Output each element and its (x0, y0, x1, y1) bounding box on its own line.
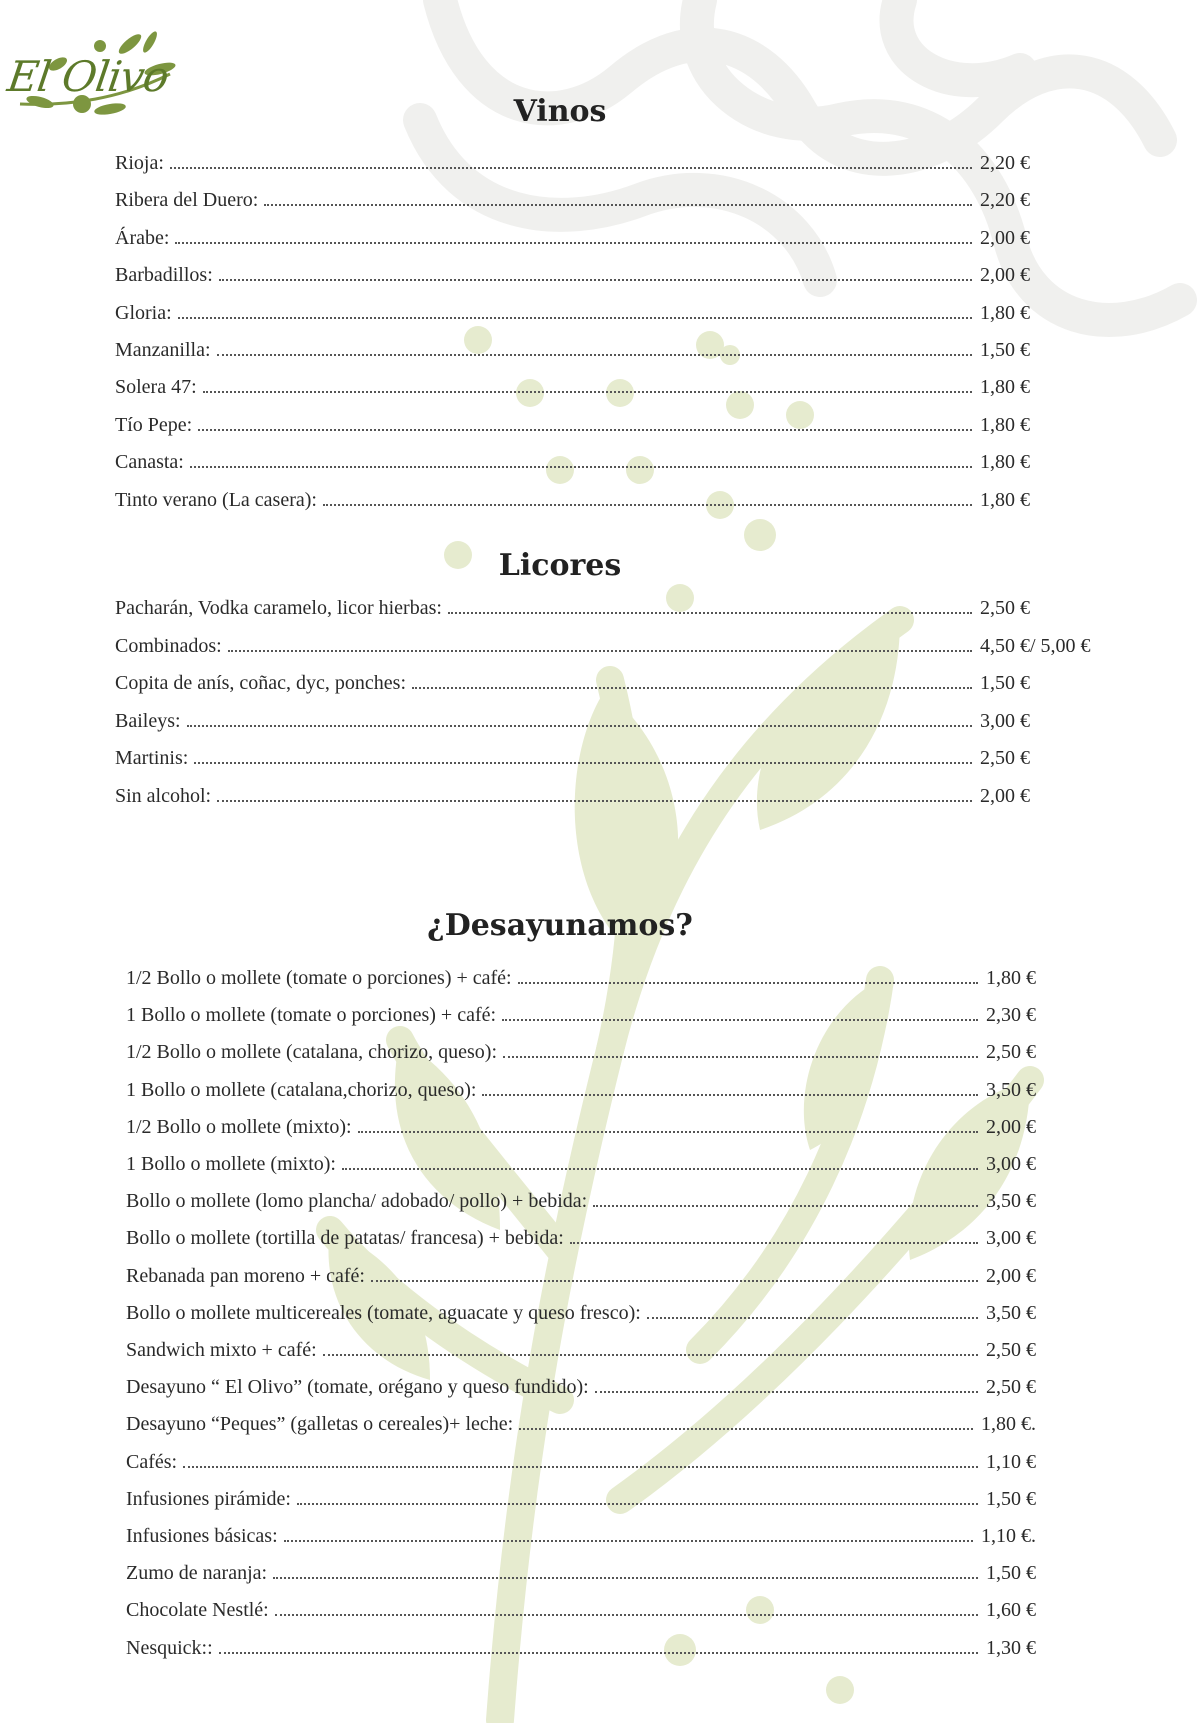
menu-item-price: 2,50 € (986, 1376, 1036, 1399)
menu-item-price: 2,00 € (980, 226, 1030, 249)
dotted-leader (412, 687, 972, 689)
menu-item (126, 1339, 1036, 1365)
dotted-leader (647, 1317, 978, 1319)
menu-item-price: 1,50 € (986, 1562, 1036, 1585)
menu-item-price: 3,00 € (986, 1153, 1036, 1175)
dotted-leader (190, 466, 972, 468)
menu-item-price: 2,30 € (986, 1004, 1036, 1027)
menu-item-name: Combinados: (115, 634, 222, 657)
menu-item-name: Sandwich mixto + café: (126, 1339, 317, 1361)
menu-item-name: 1 Bollo o mollete (mixto): (126, 1153, 336, 1175)
menu-item-price: 1,80 €. (981, 1413, 1036, 1436)
menu-item-name: Infusiones pirámide: (126, 1487, 291, 1510)
menu-item (126, 1599, 1036, 1625)
menu-item (126, 1265, 1036, 1291)
dotted-leader (502, 1019, 978, 1021)
menu-item-name: Chocolate Nestlé: (126, 1599, 269, 1622)
menu-item (115, 747, 1100, 773)
dotted-leader (519, 1428, 973, 1430)
dotted-leader (518, 982, 978, 984)
menu-item-price: 2,20 € (980, 189, 1030, 212)
menu-item (126, 1116, 1036, 1142)
section-title-licores: Licores (498, 548, 622, 583)
menu-item (115, 672, 1100, 698)
menu-item-name: Tío Pepe: (115, 413, 193, 436)
menu-item-price: 2,50 € (980, 747, 1030, 770)
menu-item-name: Tinto verano (La casera): (115, 488, 317, 511)
menu-item-name: Martinis: (115, 747, 189, 770)
menu-item-price: 1,10 € (986, 1450, 1036, 1473)
menu-item-name: Gloria: (115, 301, 172, 324)
menu-item-price: 1,80 € (980, 413, 1030, 436)
menu-item-name: 1/2 Bollo o mollete (catalana, chorizo, queso): (126, 1041, 497, 1064)
menu-item-price: 1,30 € (986, 1636, 1036, 1659)
menu-item-name: Bollo o mollete (tortilla de patatas/ francesa) + bebida: (126, 1227, 564, 1250)
menu-item (115, 635, 1100, 661)
menu-item-price: 1,60 € (986, 1599, 1036, 1622)
menu-item (115, 152, 1030, 178)
menu-item-price: 3,50 € (986, 1190, 1036, 1213)
menu-item (126, 1451, 1036, 1477)
menu-item (126, 1079, 1036, 1105)
dotted-leader (187, 725, 972, 727)
menu-item-name: Solera 47: (115, 376, 197, 399)
dotted-leader (342, 1168, 978, 1170)
menu-item (115, 264, 1030, 290)
menu-item-name: Bollo o mollete multicereales (tomate, aguacate y queso fresco): (126, 1301, 641, 1324)
menu-item-price: 4,50 €/ 5,00 € (980, 634, 1091, 657)
menu-item-name: 1/2 Bollo o mollete (mixto): (126, 1115, 352, 1138)
dotted-leader (448, 612, 972, 614)
menu-item-name: Sin alcohol: (115, 785, 212, 807)
menu-item-name: Desayuno “Peques” (galletas o cereales)+ leche: (126, 1413, 514, 1436)
menu-item (115, 414, 1030, 440)
dotted-leader (175, 242, 972, 244)
menu-item-name: Nesquick:: (126, 1636, 213, 1659)
dotted-leader (203, 391, 972, 393)
menu-item-price: 2,50 € (980, 597, 1030, 619)
section-title-vinos: Vinos (513, 94, 607, 129)
menu-item-name: Cafés: (126, 1450, 178, 1473)
menu-item-name: Canasta: (115, 451, 184, 474)
menu-item-name: Bollo o mollete (lomo plancha/ adobado/ pollo) + bebida: (126, 1190, 588, 1213)
menu-item (126, 1153, 1036, 1179)
menu-item-name: Rebanada pan moreno + café: (126, 1264, 365, 1287)
dotted-leader (593, 1205, 978, 1207)
menu-item (115, 227, 1030, 253)
dotted-leader (183, 1466, 978, 1468)
dotted-leader (198, 429, 972, 431)
dotted-leader (570, 1242, 978, 1244)
menu-item-price: 2,20 € (980, 152, 1030, 174)
menu-item (126, 1302, 1036, 1328)
menu-item-price: 2,50 € (986, 1041, 1036, 1064)
dotted-leader (194, 762, 972, 764)
dotted-leader (170, 167, 972, 169)
menu-item-price: 1,80 € (980, 488, 1030, 511)
menu-item (126, 1525, 1036, 1551)
menu-item-price: 3,50 € (986, 1301, 1036, 1324)
menu-item-name: Zumo de naranja: (126, 1562, 268, 1585)
dotted-leader (323, 504, 972, 506)
menu-item-name: Copita de anís, coñac, dyc, ponches: (115, 672, 407, 695)
menu-item-name: Pacharán, Vodka caramelo, licor hierbas: (115, 597, 442, 619)
menu-item-name: 1 Bollo o mollete (catalana,chorizo, queso): (126, 1078, 477, 1101)
dotted-leader (482, 1094, 978, 1096)
menu-item (126, 1413, 1036, 1439)
menu-item-price: 1,80 € (980, 451, 1030, 474)
menu-item-price: 1,10 €. (981, 1525, 1036, 1547)
dotted-leader (371, 1280, 978, 1282)
menu-item (126, 1488, 1036, 1514)
section-title-desayunos: ¿Desayunamos? (427, 908, 693, 943)
dotted-leader (228, 650, 972, 652)
menu-item (115, 597, 1100, 623)
menu-item-price: 1,80 € (980, 301, 1030, 324)
menu-item-name: Infusiones básicas: (126, 1525, 278, 1547)
menu-item-name: Ribera del Duero: (115, 189, 259, 212)
menu-item-price: 3,00 € (986, 1227, 1036, 1250)
menu-item-name: Árabe: (115, 226, 170, 249)
dotted-leader (358, 1131, 978, 1133)
menu-item (115, 376, 1030, 402)
menu-item (126, 1041, 1036, 1067)
menu-item-price: 2,50 € (986, 1339, 1036, 1361)
dotted-leader (219, 279, 972, 281)
dotted-leader (178, 317, 972, 319)
dotted-leader (595, 1391, 978, 1393)
menu-item (115, 785, 1100, 811)
menu-item (126, 1562, 1036, 1588)
menu-item (126, 1227, 1036, 1253)
menu-item (126, 1637, 1036, 1663)
dotted-leader (297, 1503, 978, 1505)
menu-item-price: 1,80 € (980, 376, 1030, 399)
dotted-leader (264, 204, 972, 206)
menu-item-price: 2,00 € (986, 1115, 1036, 1138)
menu-item (115, 302, 1030, 328)
menu-item-name: 1 Bollo o mollete (tomate o porciones) + café: (126, 1004, 497, 1027)
menu-item (115, 451, 1030, 477)
dotted-leader (217, 354, 972, 356)
dotted-leader (275, 1614, 978, 1616)
menu-item-price: 2,00 € (986, 1264, 1036, 1287)
menu-item-price: 3,00 € (980, 709, 1030, 732)
menu-item (115, 189, 1030, 215)
menu-item (126, 1376, 1036, 1402)
menu-item (126, 1004, 1036, 1030)
dotted-leader (323, 1354, 978, 1356)
dotted-leader (503, 1056, 978, 1058)
dotted-leader (284, 1540, 973, 1542)
menu-item-name: Rioja: (115, 152, 164, 174)
menu-item (115, 489, 1030, 515)
menu-item-name: Desayuno “ El Olivo” (tomate, orégano y queso fundido): (126, 1376, 589, 1399)
dotted-leader (273, 1577, 978, 1579)
menu-item (126, 1190, 1036, 1216)
menu-item-name: 1/2 Bollo o mollete (tomate o porciones) + café: (126, 967, 512, 989)
menu-item-name: Manzanilla: (115, 339, 211, 361)
menu-item (115, 339, 1030, 365)
menu-item-price: 2,00 € (980, 785, 1030, 807)
menu-item-price: 1,50 € (986, 1487, 1036, 1510)
logo-text: El Olivo (4, 52, 172, 101)
menu-item (115, 710, 1100, 736)
menu-item-price: 1,50 € (980, 672, 1030, 695)
dotted-leader (217, 800, 972, 802)
menu-item-price: 2,00 € (980, 264, 1030, 287)
menu-item-price: 1,50 € (980, 339, 1030, 361)
menu-item (126, 967, 1036, 993)
menu-item-name: Baileys: (115, 709, 181, 732)
menu-item-price: 3,50 € (986, 1078, 1036, 1101)
menu-item-price: 1,80 € (986, 967, 1036, 989)
menu-item-name: Barbadillos: (115, 264, 213, 287)
dotted-leader (219, 1652, 978, 1654)
